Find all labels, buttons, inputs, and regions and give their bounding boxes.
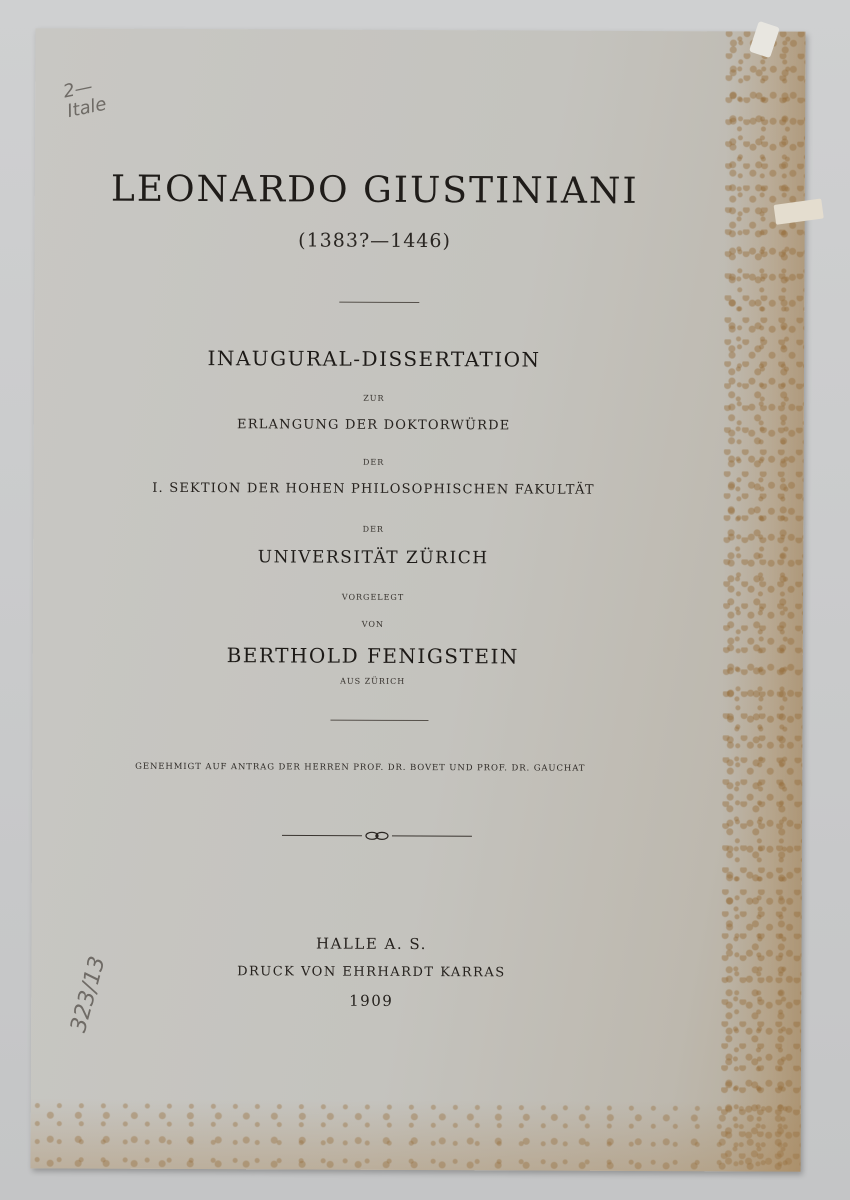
life-dates: (1383?—1446): [298, 229, 451, 253]
text-erlangung: ERLANGUNG DER DOKTORWÜRDE: [237, 417, 511, 434]
foxing-stain-bottom: [31, 1098, 801, 1171]
imprint-year: 1909: [349, 991, 394, 1010]
text-der-2: DER: [362, 524, 384, 534]
text-der-1: DER: [362, 457, 385, 467]
approval-line: GENEHMIGT AUF ANTRAG DER HERREN PROF. DR. BOVET UND PROF. DR. GAUCHAT: [135, 761, 586, 774]
pencil-note-1: 2—: [61, 76, 95, 103]
divider-rule-1: [339, 302, 419, 303]
pencil-note-2: Itale: [65, 93, 109, 123]
divider-rule-2: [330, 720, 428, 721]
dissertation-heading: INAUGURAL-DISSERTATION: [207, 346, 541, 372]
text-zur: ZUR: [363, 393, 385, 403]
author-name: BERTHOLD FENIGSTEIN: [226, 643, 519, 669]
book-cover: [31, 28, 806, 1171]
imprint-printer: DRUCK VON EHRHARDT KARRAS: [237, 964, 506, 981]
author-origin: AUS ZÜRICH: [340, 676, 406, 686]
text-sektion: I. SEKTION DER HOHEN PHILOSOPHISCHEN FAKULTÄT: [152, 480, 595, 498]
text-von: VON: [361, 619, 385, 629]
university-name: UNIVERSITÄT ZÜRICH: [257, 547, 489, 569]
ornament-divider-icon: [282, 828, 472, 843]
book-title: LEONARDO GIUSTINIANI: [110, 168, 639, 212]
pencil-annotation-top: [62, 75, 109, 122]
imprint-place: HALLE A. S.: [315, 934, 428, 954]
text-vorgelegt: VORGELEGT: [341, 592, 405, 602]
pencil-annotation-side: 323/13: [66, 953, 111, 1036]
